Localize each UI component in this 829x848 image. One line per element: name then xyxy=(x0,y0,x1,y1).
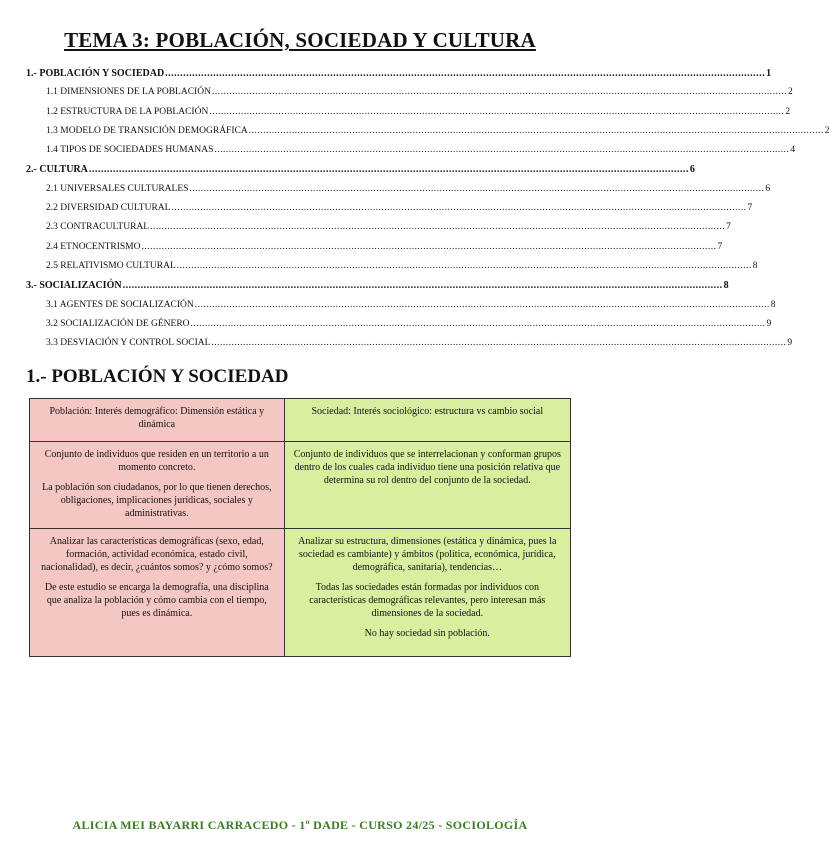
paragraph: No hay sociedad sin población. xyxy=(364,628,490,639)
comparison-table xyxy=(29,398,571,657)
toc-entry[interactable] xyxy=(26,106,791,126)
toc-entry-page: 2 xyxy=(824,125,829,136)
toc-entry-page: 7 xyxy=(726,222,731,233)
toc-entry[interactable] xyxy=(26,318,772,338)
toc-entry[interactable] xyxy=(26,280,729,299)
toc-leader-dots: ........................................................................................................................................................................................................ xyxy=(211,87,787,98)
toc-entry-page: 8 xyxy=(752,260,758,271)
toc-entry[interactable] xyxy=(26,203,753,222)
toc-leader-dots: ........................................................................................................................................................................................................ xyxy=(209,106,785,117)
toc-entry-label: 2.4 ETNOCENTRISMO xyxy=(46,241,141,252)
toc-leader-dots: ........................................................................................................................................................................................................ xyxy=(189,183,765,194)
header-sociedad: Sociedad: Interés sociológico: estructura vs cambio social xyxy=(284,399,570,442)
cell-sociedad-definition xyxy=(284,442,570,529)
toc-leader-dots: ........................................................................................................................................................................................................ xyxy=(176,260,752,271)
toc-entry-page: 9 xyxy=(766,318,772,329)
toc-leader-dots: ........................................................................................................................................................................................................ xyxy=(122,280,723,292)
toc-leader-dots: ........................................................................................................................................................................................................ xyxy=(150,222,726,233)
toc-leader-dots: ........................................................................................................................................................................................................ xyxy=(88,164,689,176)
toc-entry-page: 6 xyxy=(765,183,771,194)
toc-entry-label: 1.- POBLACIÓN Y SOCIEDAD xyxy=(26,68,165,79)
document-title: TEMA 3: POBLACIÓN, SOCIEDAD Y CULTURA xyxy=(64,28,536,52)
toc-entry[interactable] xyxy=(26,164,695,183)
toc-entry-page: 2 xyxy=(785,106,791,117)
toc-entry[interactable] xyxy=(26,87,793,106)
toc-entry-page: 2 xyxy=(787,87,793,98)
toc-leader-dots: ........................................................................................................................................................................................................ xyxy=(248,125,824,136)
toc-entry-page: 7 xyxy=(747,203,753,214)
toc-entry[interactable] xyxy=(26,338,793,357)
toc-entry-label: 1.4 TIPOS DE SOCIEDADES HUMANAS xyxy=(46,145,214,156)
toc-entry-label: 2.3 CONTRACULTURAL xyxy=(46,222,150,233)
toc-leader-dots: ........................................................................................................................................................................................................ xyxy=(141,241,717,252)
toc-leader-dots: ........................................................................................................................................................................................................ xyxy=(171,203,747,214)
cell-poblacion-analysis xyxy=(30,529,285,657)
paragraph: Todas las sociedades están formadas por individuos con características demográficas relevantes, pero interesan más dimensiones de la sociedad. xyxy=(309,582,546,619)
toc-entry[interactable] xyxy=(26,68,772,87)
paragraph: Conjunto de individuos que se interrelacionan y conforman grupos dentro de los cuales cada individuo tiene una posición relativa que determina su rol dentro del conjunto de la sociedad. xyxy=(293,449,561,486)
cell-sociedad-analysis xyxy=(284,529,570,657)
toc-entry[interactable] xyxy=(26,241,723,261)
header-poblacion: Población: Interés demográfico: Dimensión estática y dinámica xyxy=(30,399,285,442)
paragraph: Analizar las características demográficas (sexo, edad, formación, actividad económica, estado civil, nacionalidad), es decir, ¿cuántos somos? y ¿cómo somos? xyxy=(41,536,273,573)
toc-entry-page: 1 xyxy=(766,68,772,79)
footer: ALICIA MEI BAYARRI CARRACEDO - 1º DADE - CURSO 24/25 - SOCIOLOGÍA xyxy=(72,818,528,832)
toc-entry-label: 2.5 RELATIVISMO CULTURAL xyxy=(46,260,176,271)
toc-leader-dots: ........................................................................................................................................................................................................ xyxy=(190,318,766,329)
toc-entry-label: 3.3 DESVIACIÓN Y CONTROL SOCIAL xyxy=(46,338,211,349)
toc-entry-page: 8 xyxy=(723,280,729,292)
toc-entry[interactable] xyxy=(26,222,731,241)
paragraph: La población son ciudadanos, por lo que tienen derechos, obligaciones, implicaciones jurídicas, sociales y administrativas. xyxy=(42,482,272,519)
toc-leader-dots: ........................................................................................................................................................................................................ xyxy=(165,68,766,79)
toc-entry-label: 1.3 MODELO DE TRANSICIÓN DEMOGRÁFICA xyxy=(46,125,248,136)
toc-entry-label: 1.1 DIMENSIONES DE LA POBLACIÓN xyxy=(46,87,211,98)
paragraph: Conjunto de individuos que residen en un territorio a un momento concreto. xyxy=(44,449,269,473)
toc-leader-dots: ........................................................................................................................................................................................................ xyxy=(211,338,787,349)
toc-entry[interactable] xyxy=(26,299,776,319)
toc-leader-dots: ........................................................................................................................................................................................................ xyxy=(194,299,770,310)
toc-entry-page: 9 xyxy=(787,338,793,349)
toc-entry-label: 3.1 AGENTES DE SOCIALIZACIÓN xyxy=(46,299,194,310)
cell-poblacion-definition xyxy=(30,442,285,529)
table-of-contents xyxy=(26,68,829,357)
toc-entry-page: 8 xyxy=(770,299,776,310)
toc-entry[interactable] xyxy=(26,125,829,145)
toc-entry-page: 6 xyxy=(689,164,695,176)
toc-entry[interactable] xyxy=(26,183,771,203)
toc-entry-label: 2.- CULTURA xyxy=(26,164,88,176)
toc-leader-dots: ........................................................................................................................................................................................................ xyxy=(214,145,790,156)
toc-entry-label: 3.2 SOCIALIZACIÓN DE GÉNERO xyxy=(46,318,190,329)
paragraph: Analizar su estructura, dimensiones (estática y dinámica, pues la sociedad es cambiante) y ámbitos (política, económica, jurídica, demográfica, sanitaria), tendencias… xyxy=(298,536,557,573)
toc-entry[interactable] xyxy=(26,145,796,164)
toc-entry-label: 2.2 DIVERSIDAD CULTURAL xyxy=(46,203,171,214)
toc-entry-label: 2.1 UNIVERSALES CULTURALES xyxy=(46,183,189,194)
paragraph: De este estudio se encarga la demografía, una disciplina que analiza la población y cómo cambia con el tiempo, pues es dinámica. xyxy=(44,582,269,619)
toc-entry[interactable] xyxy=(26,260,758,280)
toc-entry-page: 4 xyxy=(790,145,796,156)
toc-entry-label: 1.2 ESTRUCTURA DE LA POBLACIÓN xyxy=(46,106,209,117)
section-heading: 1.- POBLACIÓN Y SOCIEDAD xyxy=(26,366,289,387)
toc-entry-page: 7 xyxy=(717,241,723,252)
toc-entry-label: 3.- SOCIALIZACIÓN xyxy=(26,280,122,292)
